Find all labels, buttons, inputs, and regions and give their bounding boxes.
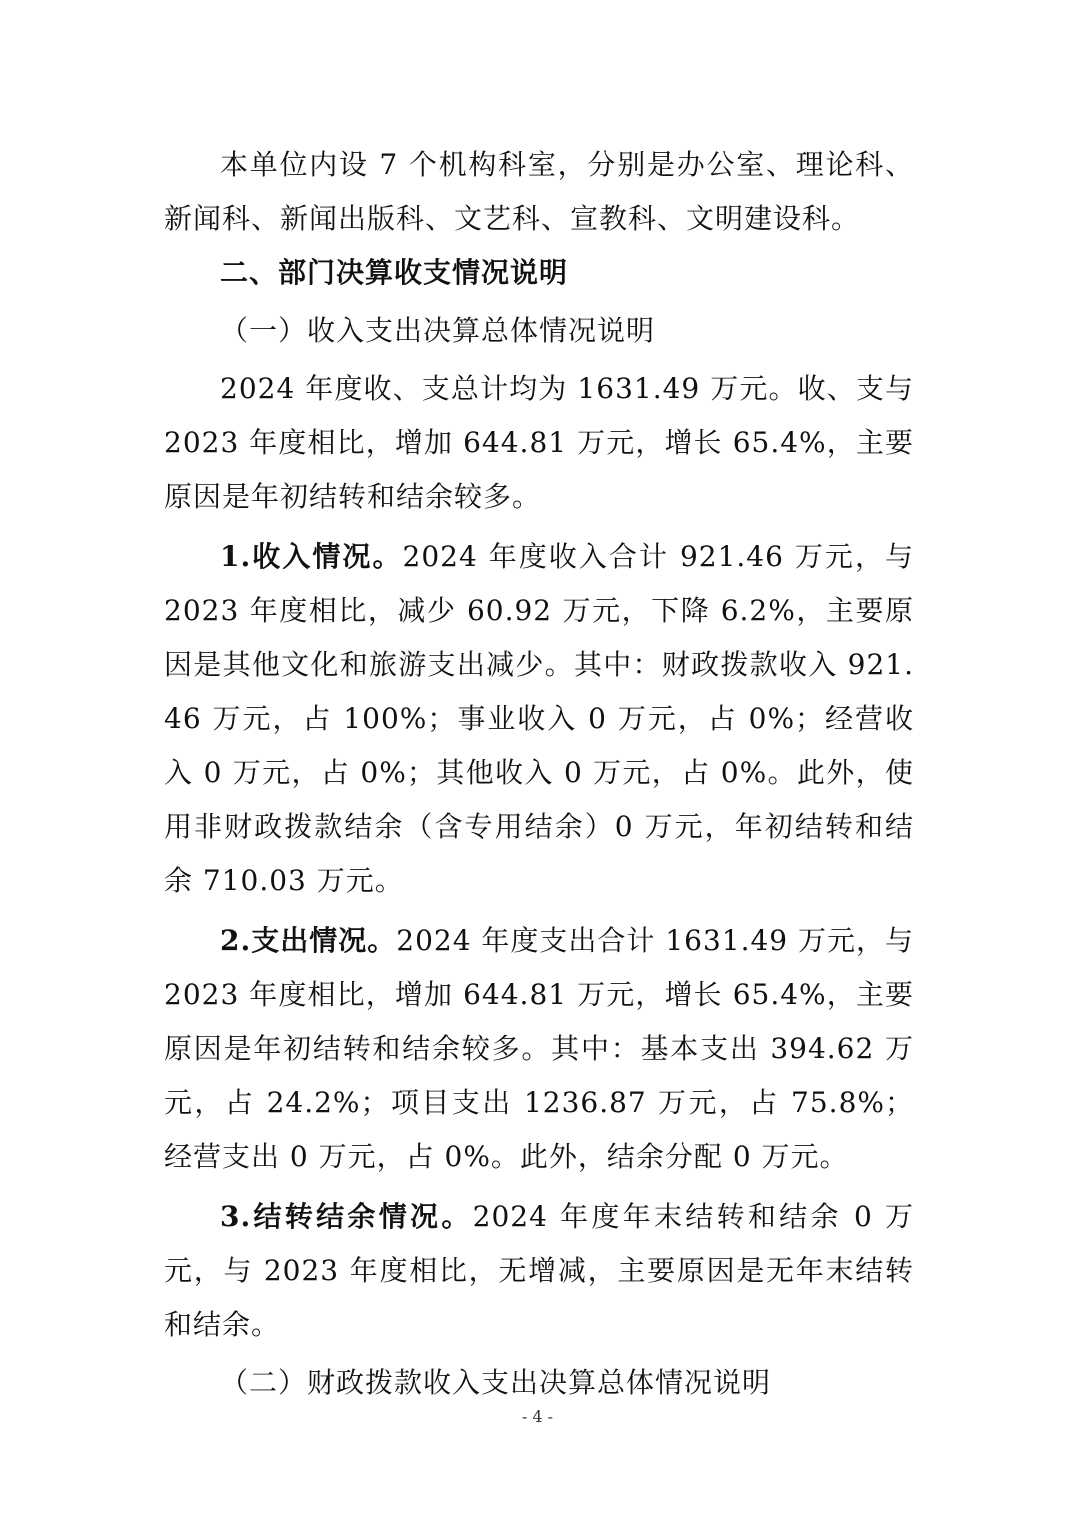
total-paragraph: 2024 年度收、支总计均为 1631.49 万元。收、支与 2023 年度相比，增加 644.81 万元，增长 65.4%，主要原因是年初结转和结余较多。 xyxy=(164,372,914,513)
balance-body: 2024 年度年末结转和结余 0 万元，与 2023 年度相比，无增减，主要原因是无年末结转和结余。 xyxy=(164,1200,914,1341)
org-structure-paragraph: 本单位内设 7 个机构科室，分别是办公室、理论科、新闻科、新闻出版科、文艺科、宣教科、文明建设科。 xyxy=(164,148,914,235)
balance-paragraph xyxy=(164,1190,914,1352)
subsection-heading-fiscal: （二）财政拨款收入支出决算总体情况说明 xyxy=(220,1366,772,1399)
expense-paragraph xyxy=(164,914,914,1184)
income-paragraph xyxy=(164,530,914,908)
expense-lead: 2.支出情况。 xyxy=(220,924,397,957)
document-body xyxy=(164,138,914,1410)
income-lead: 1.收入情况。 xyxy=(220,540,403,573)
page-number: - 4 - xyxy=(521,1407,554,1426)
income-body: 2024 年度收入合计 921.46 万元，与 2023 年度相比，减少 60.92 万元，下降 6.2%，主要原因是其他文化和旅游支出减少。其中：财政拨款收入 921.46 万元，占 100%；事业收入 0 万元，占 0%；经营收入 0 万元，占 0%；其他收入 0 万元，占 0%。此外，使用非财政拨款结余（含专用结余）0 万元，年初结转和结余 710.03 万元。 xyxy=(164,540,915,897)
balance-lead: 3.结转结余情况。 xyxy=(220,1200,473,1233)
section-heading: 二、部门决算收支情况说明 xyxy=(220,256,569,289)
subsection-heading-overall: （一）收入支出决算总体情况说明 xyxy=(220,314,656,347)
expense-body: 2024 年度支出合计 1631.49 万元，与 2023 年度相比，增加 644.81 万元，增长 65.4%，主要原因是年初结转和结余较多。其中：基本支出 394.62 万元，占 24.2%；项目支出 1236.87 万元，占 75.8%；经营支出 0 万元，占 0%。此外，结余分配 0 万元。 xyxy=(164,924,915,1173)
